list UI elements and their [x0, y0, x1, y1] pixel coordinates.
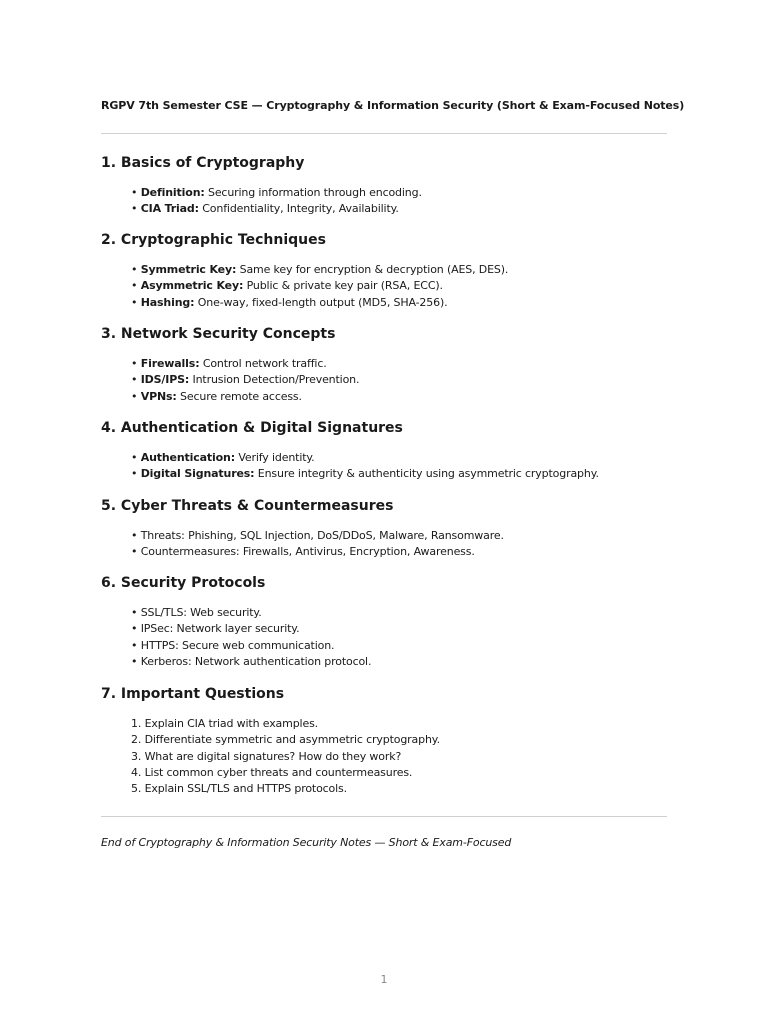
list-marker: • — [131, 279, 138, 293]
section-list — [101, 185, 667, 218]
item-text: Countermeasures: Firewalls, Antivirus, Encryption, Awareness. — [140, 545, 475, 559]
list-marker: 3. — [131, 749, 142, 763]
item-text: Intrusion Detection/Prevention. — [192, 373, 360, 387]
item-label: Digital Signatures: — [140, 467, 255, 481]
item-text: Control network traffic. — [202, 357, 327, 370]
item-text: One-way, fixed-length output (MD5, SHA-256). — [197, 295, 448, 309]
list-item — [131, 450, 667, 466]
list-marker: • — [131, 451, 138, 464]
list-item — [131, 621, 667, 637]
item-text: Kerberos: Network authentication protocol. — [140, 654, 372, 668]
item-label: Firewalls: — [140, 357, 200, 370]
list-item — [131, 605, 667, 621]
section-list — [101, 262, 667, 311]
list-item — [131, 638, 667, 654]
item-text: Explain CIA triad with examples. — [144, 717, 318, 730]
list-item — [131, 466, 667, 482]
list-marker: 2. — [131, 733, 142, 747]
document-title: RGPV 7th Semester CSE — Cryptography & Information Security (Short & Exam-Focused Notes) — [101, 99, 685, 112]
list-marker: • — [131, 263, 138, 276]
list-marker: 1. — [131, 717, 142, 730]
item-label: Authentication: — [140, 451, 235, 464]
list-item — [131, 372, 667, 388]
list-marker: • — [131, 529, 138, 542]
item-text: Verify identity. — [238, 451, 315, 464]
list-marker: • — [131, 638, 138, 652]
list-marker: • — [131, 545, 138, 559]
list-marker: • — [131, 357, 138, 370]
list-item — [131, 765, 667, 781]
item-text: Public & private key pair (RSA, ECC). — [246, 279, 443, 293]
list-marker: • — [131, 622, 138, 636]
list-item — [131, 732, 667, 748]
item-text: What are digital signatures? How do they work? — [144, 749, 402, 763]
item-label: Symmetric Key: — [140, 263, 237, 276]
list-item — [131, 716, 667, 732]
item-label: IDS/IPS: — [140, 373, 190, 387]
item-label: CIA Triad: — [140, 202, 199, 216]
list-marker: • — [131, 202, 138, 216]
list-item — [131, 201, 667, 217]
item-label: Definition: — [140, 186, 205, 199]
section-heading: 6. Security Protocols — [101, 575, 266, 591]
footer-note: End of Cryptography & Information Security Notes — Short & Exam-Focused — [101, 836, 512, 849]
item-label: Asymmetric Key: — [140, 279, 244, 293]
list-marker: • — [131, 654, 138, 668]
section-5 — [101, 497, 667, 561]
item-text: Explain SSL/TLS and HTTPS protocols. — [144, 782, 347, 796]
section-4 — [101, 419, 667, 483]
section-2 — [101, 231, 667, 311]
section-heading: 4. Authentication & Digital Signatures — [101, 420, 403, 436]
section-3 — [101, 325, 667, 405]
list-marker: • — [131, 606, 138, 619]
list-marker: 4. — [131, 765, 142, 779]
section-6 — [101, 574, 667, 670]
list-item — [131, 654, 667, 670]
section-heading: 7. Important Questions — [101, 686, 285, 702]
item-text: Same key for encryption & decryption (AES, DES). — [239, 263, 509, 276]
item-label: Hashing: — [140, 295, 195, 309]
list-item — [131, 356, 667, 372]
item-text: SSL/TLS: Web security. — [140, 606, 262, 619]
page-number: 1 — [380, 973, 388, 986]
list-marker: • — [131, 373, 138, 387]
section-list — [101, 605, 667, 670]
top-divider — [101, 133, 667, 134]
list-item — [131, 528, 667, 544]
list-item — [131, 749, 667, 765]
item-text: Ensure integrity & authenticity using asymmetric cryptography. — [257, 467, 599, 481]
list-marker: • — [131, 467, 138, 481]
section-list — [101, 528, 667, 561]
item-text: Secure remote access. — [180, 389, 302, 403]
list-item — [131, 544, 667, 560]
bottom-divider — [101, 816, 667, 817]
item-text: Differentiate symmetric and asymmetric cryptography. — [144, 733, 440, 747]
item-label: VPNs: — [140, 389, 177, 403]
item-text: Confidentiality, Integrity, Availability. — [202, 202, 399, 216]
list-item — [131, 389, 667, 405]
section-1 — [101, 154, 667, 218]
section-heading: 3. Network Security Concepts — [101, 326, 336, 342]
item-text: IPSec: Network layer security. — [140, 622, 300, 636]
section-heading: 2. Cryptographic Techniques — [101, 232, 326, 248]
list-item — [131, 781, 667, 797]
section-list — [101, 356, 667, 405]
item-text: Securing information through encoding. — [207, 186, 422, 199]
section-heading: 5. Cyber Threats & Countermeasures — [101, 498, 394, 514]
item-text: HTTPS: Secure web communication. — [140, 638, 335, 652]
section-7 — [101, 685, 667, 797]
list-marker: • — [131, 186, 138, 199]
list-marker: • — [131, 295, 138, 309]
list-item — [131, 262, 667, 278]
list-marker: • — [131, 389, 138, 403]
section-list — [101, 450, 667, 483]
list-item — [131, 295, 667, 311]
item-text: Threats: Phishing, SQL Injection, DoS/DDoS, Malware, Ransomware. — [140, 529, 504, 542]
list-item — [131, 185, 667, 201]
list-marker: 5. — [131, 782, 142, 796]
item-text: List common cyber threats and countermeasures. — [144, 765, 413, 779]
section-list — [101, 716, 667, 797]
section-heading: 1. Basics of Cryptography — [101, 155, 305, 171]
list-item — [131, 278, 667, 294]
